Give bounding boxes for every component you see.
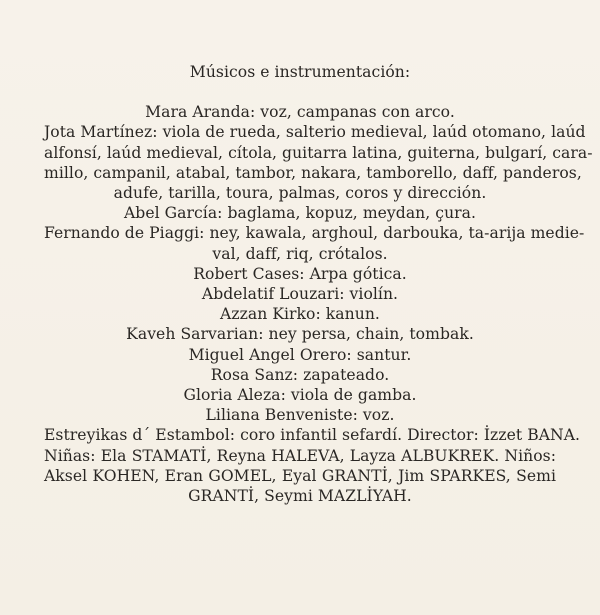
credit-line: Fernando de Piaggi: ney, kawala, arghoul, darbouka, ta-arija medie-	[44, 224, 585, 243]
credit-line: Miguel Angel Orero: santur.	[188, 345, 412, 364]
credit-line: Estreyikas d´ Estambol: coro infantil sefardí. Director: İzzet BANA.	[44, 426, 581, 445]
credit-line: Jota Martínez: viola de rueda, salterio medieval, laúd otomano, laúd	[44, 123, 586, 142]
credit-line: adufe, tarilla, toura, palmas, coros y dirección.	[113, 184, 487, 203]
credit-line: Robert Cases: Arpa gótica.	[193, 264, 407, 283]
credit-line: Abdelatif Louzari: violín.	[201, 285, 399, 304]
credit-line: Rosa Sanz: zapateado.	[210, 365, 390, 384]
credit-line: millo, campanil, atabal, tambor, nakara, tamborello, daff, panderos,	[44, 163, 582, 182]
section-heading: Músicos e instrumentación:	[189, 63, 411, 81]
credit-line: Aksel KOHEN, Eran GOMEL, Eyal GRANTİ, Jim SPARKES, Semi	[44, 466, 556, 485]
credit-line: GRANTİ, Seymi MAZLİYAH.	[188, 487, 412, 506]
credit-line: alfonsí, laúd medieval, cítola, guitarra latina, guiterna, bulgarí, cara-	[44, 143, 593, 162]
credits-content	[44, 62, 593, 506]
credit-line: Gloria Aleza: viola de gamba.	[183, 386, 417, 405]
credit-line: Azzan Kirko: kanun.	[220, 305, 380, 324]
credit-line: Kaveh Sarvarian: ney persa, chain, tombak.	[126, 325, 474, 344]
credit-line: Abel García: baglama, kopuz, meydan, çura.	[123, 204, 477, 223]
credit-line: val, daff, riq, crótalos.	[212, 244, 388, 263]
credit-line: Niñas: Ela STAMATİ, Reyna HALEVA, Layza ALBUKREK. Niños:	[44, 446, 556, 465]
credit-line: Mara Aranda: voz, campanas con arco.	[145, 103, 455, 122]
credit-line: Liliana Benveniste: voz.	[205, 406, 395, 425]
